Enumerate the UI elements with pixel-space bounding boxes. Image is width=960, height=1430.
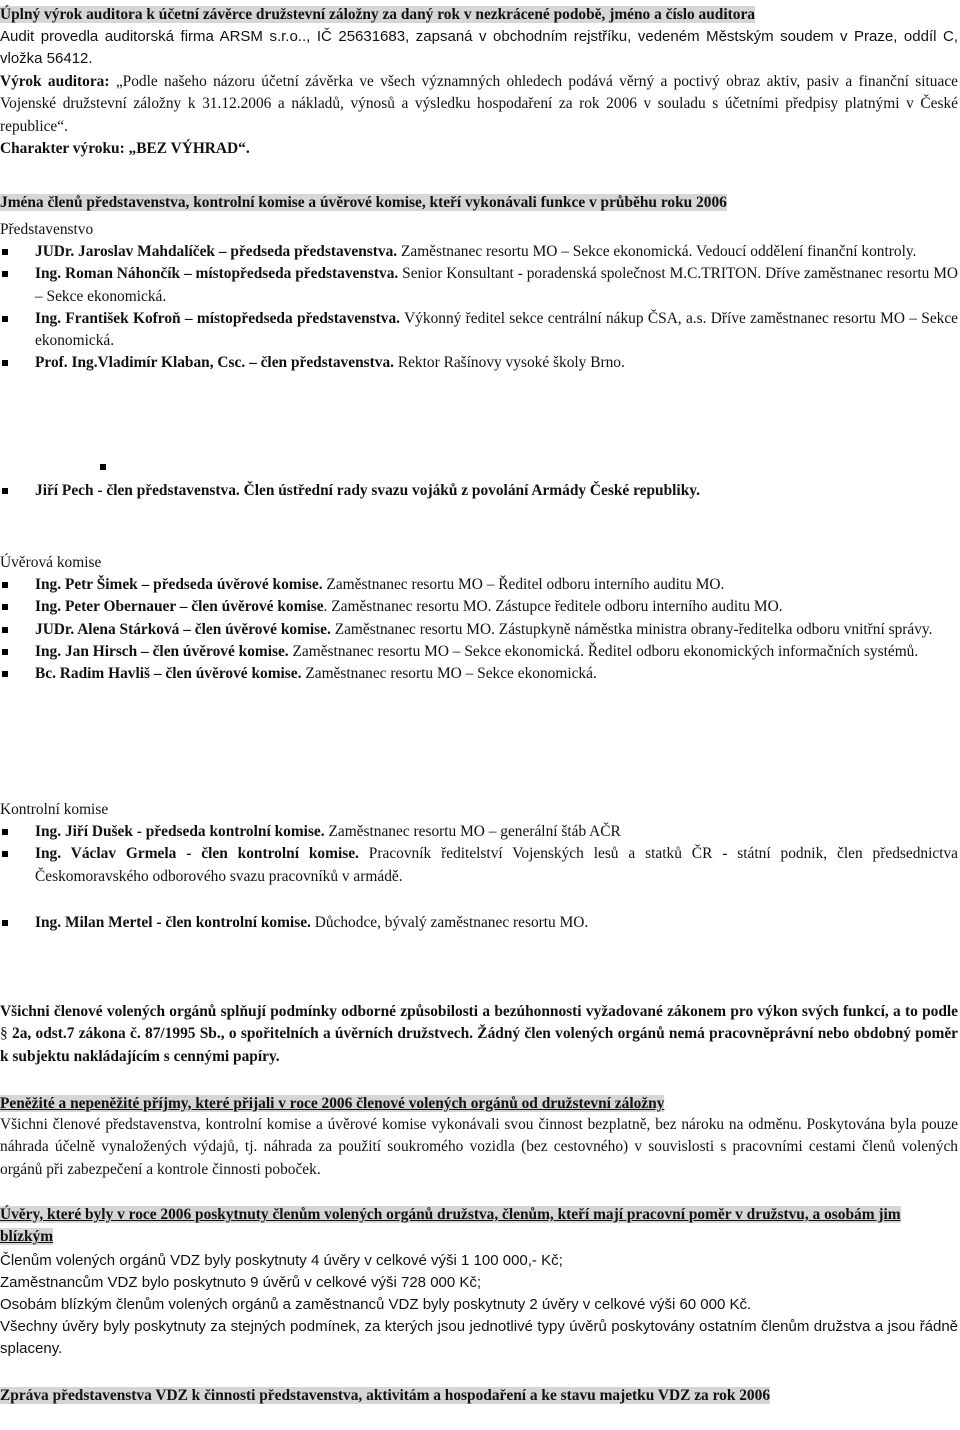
list-item [0, 263, 958, 308]
member-name: Ing. Milan Mertel - člen kontrolní komise. [35, 914, 311, 931]
qualification-text-start: Všichni členové volených orgánů splňují podmínky odborné způsobilosti a bezúhonnosti vyžadované zákonem pro výkon svých funkcí, a to podle [0, 1003, 958, 1020]
member-name: Prof. Ing.Vladimír Klaban, Csc. – člen představenstva. [35, 354, 394, 372]
member-description: Výkonný ředitel sekce centrální nákup ČSA, a.s. Dříve zaměstnanec resortu MO – Sekce ekonomická. [35, 309, 959, 350]
loans-heading-text: Úvěry, které byly v roce 2006 poskytnuty členům volených orgánů družstva, členům, kteří mají pracovní poměr v družstvu, a osobám jim blízkým [0, 1206, 901, 1246]
member-name: Ing. František Kofroň – místopředseda představenstva. [35, 309, 401, 327]
list-item [0, 663, 958, 685]
list-item [0, 574, 958, 596]
member-description: Zaměstnanec resortu MO – Ředitel odboru interního auditu MO. [322, 576, 725, 593]
member-description: Zaměstnanec resortu MO – Sekce ekonomická. Ředitel odboru ekonomických informačních systémů. [288, 642, 919, 660]
member-description: Pracovník ředitelství Vojenských lesů a statků ČR - státní podnik, člen předsednictva Českomoravského odborového svazu pracovníků v armádě. [35, 845, 959, 885]
credit-committee-list [0, 574, 958, 685]
members-heading-text: Jména členů představenstva, kontrolní komise a úvěrové komise, kteří vykonávali funkce v průběhu roku 2006 [0, 194, 727, 211]
control-committee-list [0, 821, 958, 888]
member-name: JUDr. Jaroslav Mahdalíček – předseda představenstva. [35, 243, 398, 260]
audit-heading-text: Úplný výrok auditora k účetní závěrce družstevní záložny za daný rok v nezkrácené podobě, jméno a číslo auditora [0, 6, 755, 23]
list-item [0, 308, 958, 353]
stray-bullet-marker [100, 464, 106, 470]
member-name: Ing. Václav Grmela - člen kontrolní komise. [35, 845, 359, 863]
member-name: Jiří Pech - člen představenstva. Člen ústřední rady svazu vojáků z povolání Armády České republiky. [35, 482, 700, 499]
member-name: Ing. Roman Náhončík – místopředseda představenstva. [35, 265, 399, 283]
member-name: Bc. Radim Havliš – člen úvěrové komise. [35, 665, 302, 683]
qualification-text-end: 2a, odst.7 zákona č. 87/1995 Sb., o spořitelních a úvěrních družstvech. Žádný člen volených orgánů nemá pracovněprávní nebo obdobný poměr k subjektu nakládajícím s cennými papíry. [0, 1025, 958, 1065]
loans-heading [0, 1204, 912, 1249]
income-heading-text: Peněžité a nepeněžité příjmy, které přijali v roce 2006 členové volených orgánů od družstevní záložny [0, 1095, 665, 1112]
list-item [0, 241, 958, 263]
loans-line: Všechny úvěry byly poskytnuty za stejných podmínek, za kterých jsou jednotlivé typy úvěrů poskytovány ostatním členům družstva a jsou řádně splaceny. [0, 1318, 958, 1358]
list-item [0, 619, 958, 641]
report-heading-text: Zpráva představenstva VDZ k činnosti představenstva, aktivitám a hospodaření a ke stavu majetku VDZ za rok 2006 [0, 1387, 771, 1404]
member-name: Ing. Peter Obernauer – člen úvěrové komise [35, 598, 324, 616]
member-description: Zaměstnanec resortu MO – Sekce ekonomická. [301, 665, 597, 683]
list-item [0, 843, 958, 888]
credit-committee-title: Úvěrová komise [0, 554, 102, 571]
list-item [0, 352, 958, 374]
board-title: Představenstvo [0, 221, 94, 238]
loans-line: Zaměstnancům VDZ bylo poskytnuto 9 úvěrů v celkové výši 728 000 Kč; [0, 1274, 482, 1291]
audit-firm-paragraph: Audit provedla auditorská firma ARSM s.r.o.., IČ 25631683, zapsaná v obchodním rejstříku, vedeném Městským soudem v Praze, oddíl C, vložka 56412. [0, 28, 958, 68]
report-heading [0, 1385, 958, 1407]
audit-opinion-paragraph [0, 71, 958, 138]
list-item [0, 821, 958, 843]
members-heading [0, 192, 958, 214]
list-item [0, 912, 958, 934]
member-description: Důchodce, bývalý zaměstnanec resortu MO. [310, 914, 589, 931]
audit-opinion-label: Výrok auditora: [0, 73, 110, 90]
control-committee-extra-list [0, 912, 958, 934]
member-name: Ing. Jan Hirsch – člen úvěrové komise. [35, 642, 289, 660]
list-item [0, 596, 958, 618]
loans-line: Osobám blízkým členům volených orgánů a zaměstnanců VDZ byly poskytnuty 2 úvěry v celkové výši 60 000 Kč. [0, 1296, 752, 1313]
audit-heading [0, 4, 958, 26]
list-item [0, 641, 958, 663]
member-name: Ing. Jiří Dušek - předseda kontrolní komise. [35, 823, 325, 840]
member-name: JUDr. Alena Stárková – člen úvěrové komise. [35, 620, 331, 638]
member-description: Zaměstnanec resortu MO – generální štáb AČR [324, 823, 621, 840]
income-heading [0, 1093, 958, 1115]
section-sign: § [0, 1025, 8, 1043]
board-extra-list [0, 480, 958, 502]
control-committee-title: Kontrolní komise [0, 801, 109, 818]
qualification-paragraph [0, 1001, 958, 1068]
list-item [0, 480, 958, 502]
member-description: Zaměstnanec resortu MO. Zástupkyně náměstka ministra obrany-ředitelka odboru vnitřní správy. [330, 620, 933, 638]
audit-character: Charakter výroku: „BEZ VÝHRAD“. [0, 140, 250, 157]
board-list [0, 241, 958, 375]
member-description: Rektor Rašínovy vysoké školy Brno. [393, 354, 625, 372]
member-description: . Zaměstnanec resortu MO. Zástupce ředitele odboru interního auditu MO. [323, 598, 783, 616]
member-description: Senior Konsultant - poradenská společnost M.C.TRITON. Dříve zaměstnanec resortu MO – Sekce ekonomická. [35, 265, 959, 305]
income-paragraph: Všichni členové představenstva, kontrolní komise a úvěrové komise vykonávali svou činnost bezplatně, bez nároku na odměnu. Poskytována byla pouze náhrada účelně vynaložených výdajů, tj. náhrada za použití soukromého vozidla (bez cestovného) v souvislosti s pracovními cestami členů volených orgánů při zabezpečení a kontrole činnosti poboček. [0, 1116, 958, 1178]
audit-opinion-text: „Podle našeho názoru účetní závěrka ve všech významných ohledech podává věrný a poctivý obraz aktiv, pasiv a finanční situace Vojenské družstevní záložny k 31.12.2006 a nákladů, výnosů a výsledku hospodaření za rok 2006 v souladu s účetními předpisy platnými v České republice“. [0, 73, 958, 135]
loans-line: Členům volených orgánů VDZ byly poskytnuty 4 úvěry v celkové výši 1 100 000,- Kč; [0, 1252, 563, 1269]
member-name: Ing. Petr Šimek – předseda úvěrové komise. [35, 576, 323, 593]
member-description: Zaměstnanec resortu MO – Sekce ekonomická. Vedoucí oddělení finanční kontroly. [397, 243, 917, 260]
